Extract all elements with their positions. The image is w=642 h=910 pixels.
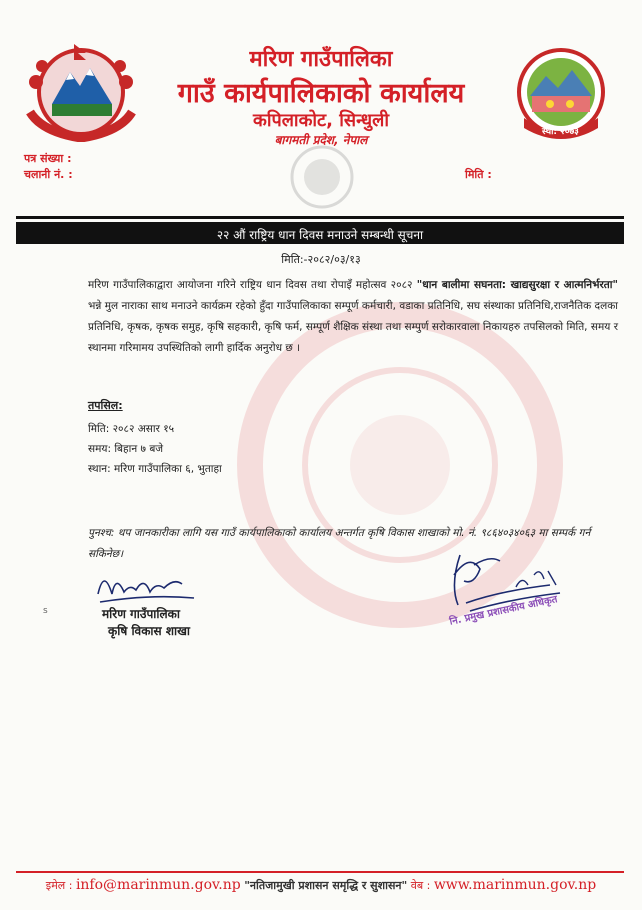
notice-body: [88, 275, 618, 359]
footer: [0, 877, 642, 893]
website-label: वेब :: [410, 879, 431, 892]
email-label: इमेल :: [45, 879, 73, 892]
footer-slogan: "नतिजामुखी प्रशासन समृद्धि र सुशासन": [244, 879, 408, 892]
office-name: गाउँ कार्यपालिकाको कार्यालय: [177, 78, 465, 109]
signatory-section: कृषि विकास शाखा: [108, 624, 191, 638]
signatory-office: मरिण गाउँपालिका: [102, 607, 180, 621]
notice-date: मिति:-२०८२/०३/१३: [281, 253, 361, 266]
title-rule: [16, 216, 624, 219]
letter-number-label: पत्र संख्या :: [24, 152, 72, 165]
email-link[interactable]: info@marinmun.gov.np: [75, 877, 241, 893]
body-text-pre: मरिण गाउँपालिकाद्वारा आयोजना गरिने राष्ट्रिय धान दिवस तथा रोपाइँ महोत्सव २०८२: [88, 279, 417, 291]
website-link[interactable]: www.marinmun.gov.np: [433, 877, 597, 893]
logo-year-label: स्था: २०७३: [542, 127, 579, 137]
officer-stamp: नि. प्रमुख प्रशासकीय अधिकृत: [448, 594, 559, 628]
margin-mark: s: [43, 606, 48, 616]
postscript-note: पुनश्च: थप जानकारीका लागि यस गाउँ कार्यपालिकाको कार्यालय अन्तर्गत कृषि विकास शाखाको मो. नं. ९८६४०३४०६३ मा सम्पर्क गर्न सकिनेछ।: [88, 527, 591, 560]
office-location: कपिलाकोट, सिन्धुली: [253, 110, 389, 131]
schedule-venue: स्थान: मरिण गाउँपालिका ६, भुताहा: [88, 463, 222, 475]
province-line: बागमती प्रदेश, नेपाल: [274, 133, 368, 147]
footer-rule: [16, 871, 624, 873]
dispatch-number-label: चलानी नं. :: [24, 168, 73, 181]
left-signature: [90, 564, 200, 608]
notice-title: २२ औं राष्ट्रिय धान दिवस मनाउने सम्बन्धी सूचना: [216, 228, 424, 242]
body-text-post: भन्ने मुल नाराका साथ मनाउने कार्यक्रम रहेको हुँदा गाउँपालिकाका सम्पूर्ण कर्मचारी, वडाका प्रतिनिधि, सघ संस्थाका प्रतिनिधि,राजनैतिक दलका प्रतिनिधि, कृषक, कृषक समुह, कृषि सहकारी, कृषि फर्म, सम्पूर्ण शैक्षिक संस्था तथा सम्पुर्ण सरोकारवाला निकायहरु तपसिलको मिति, समय र स्थानमा गरिमामय उपस्थितिको लागी हार्दिक अनुरोध छ ।: [88, 300, 618, 354]
date-label: मिति :: [465, 168, 492, 181]
schedule-date: मिति: २०८२ असार १५: [88, 423, 175, 435]
municipality-name: मरिण गाउँपालिका: [249, 47, 393, 72]
watermark-seal-top: [262, 142, 382, 212]
schedule-heading: तपसिल:: [88, 399, 123, 412]
schedule-time: समय: बिहान ७ बजे: [88, 443, 164, 455]
body-slogan: "धान बालीमा सघनता: खाद्यसुरक्षा र आत्मनिर्भरता": [416, 279, 618, 291]
